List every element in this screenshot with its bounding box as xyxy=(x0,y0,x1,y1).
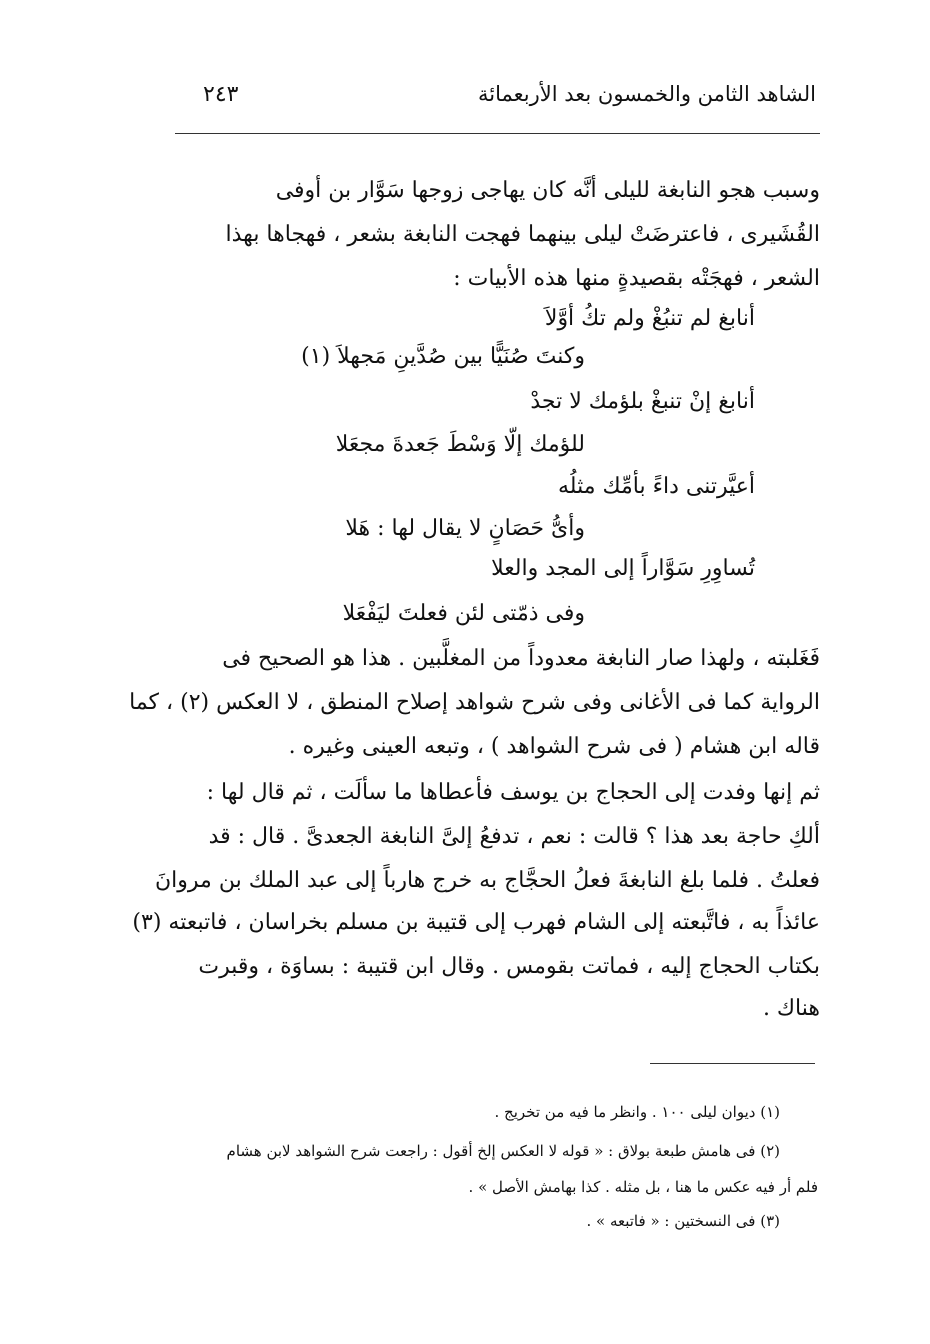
body-line: الرواية كما فى الأغانى وفى شرح شواهد إصلاح المنطق ، لا العكس (٢) ، كما xyxy=(129,690,820,715)
verse-second-hemistich: للؤمك إلّا وَسْطَ جَعدةَ مجعَلا xyxy=(335,432,585,457)
footnote: (١) ديوان ليلى ١٠٠ . وانظر ما فيه من تخريج . xyxy=(494,1103,780,1121)
body-line: عائذاً به ، فاتَّبعته إلى الشام فهرب إلى قتيبة بن مسلم بخراسان ، فاتبعته (٣) xyxy=(132,910,820,935)
body-line: ثم إنها وفدت إلى الحجاج بن يوسف فأعطاها ما سألَت ، ثم قال لها : xyxy=(206,780,820,805)
footnote-continuation: فلم أر فيه عكس ما هنا ، بل مثله . كذا بهامش الأصل » . xyxy=(468,1178,818,1196)
body-line: فَغَلبته ، ولهذا صار النابغة معدوداً من المغلَّبين . هذا هو الصحيح فى xyxy=(222,646,820,671)
verse-first-hemistich: تُساوِرِ سَوَّاراً إلى المجد والعلا xyxy=(491,556,755,581)
body-line: فعلتُ . فلما بلغ النابغةَ فعلُ الحجَّاج به خرج هارباً إلى عبد الملك بن مروانَ xyxy=(155,868,820,893)
header-title: الشاهد الثامن والخمسون بعد الأربعمائة xyxy=(477,82,816,106)
body-line: ألكِ حاجة بعد هذا ؟ قالت : نعم ، تدفعُ إلىَّ النابغة الجعدىَّ . قال : قد xyxy=(208,824,820,849)
footnote: (٢) فى هامش طبعة بولاق : « قوله لا العكس إلخ أقول : راجعت شرح الشواهد لابن هشام xyxy=(226,1142,780,1160)
verse-second-hemistich: وكنتَ صُنَيًّا بين صُدَّينِ مَجهلاَ (١) xyxy=(301,344,585,369)
intro-line: وسبب هجو النابغة لليلى أنَّه كان يهاجى زوجها سَوَّار بن أوفى xyxy=(275,178,820,203)
running-header xyxy=(175,82,820,122)
intro-line: الشعر ، فهجَتْه بقصيدةٍ منها هذه الأبيات : xyxy=(453,266,820,291)
footnote-rule xyxy=(650,1063,815,1064)
verse-first-hemistich: أنابغ إنْ تنبغْ بلؤمك لا تجدْ xyxy=(530,389,755,414)
body-line: قاله ابن هشام ( فى شرح الشواهد ) ، وتبعه العينى وغيره . xyxy=(288,734,820,759)
verse-second-hemistich: وفى ذمّتى لئن فعلتَ ليَفْعَلا xyxy=(342,601,585,626)
verse-first-hemistich: أنابغ لم تنبُغْ ولم تكُ أوَّلاَ xyxy=(544,306,755,331)
page-number: ٢٤٣ xyxy=(203,82,239,107)
verse-first-hemistich: أعيَّرتنى داءً بأمِّك مثلُه xyxy=(557,474,755,499)
verse-second-hemistich: وأىُّ حَصَانٍ لا يقال لها : هَلا xyxy=(345,516,585,541)
footnote: (٣) فى النسختين : « فاتبعه » . xyxy=(586,1212,780,1230)
body-line: هناك . xyxy=(762,996,820,1021)
header-rule xyxy=(175,133,820,134)
body-line: بكتاب الحجاج إليه ، فماتت بقومس . وقال ابن قتيبة : بساوَة ، وقبرت xyxy=(198,954,820,979)
intro-line: القُشَيرى ، فاعترضَتْ ليلى بينهما فهجت النابغة بشعر ، فهجاها بهذا xyxy=(225,222,820,247)
